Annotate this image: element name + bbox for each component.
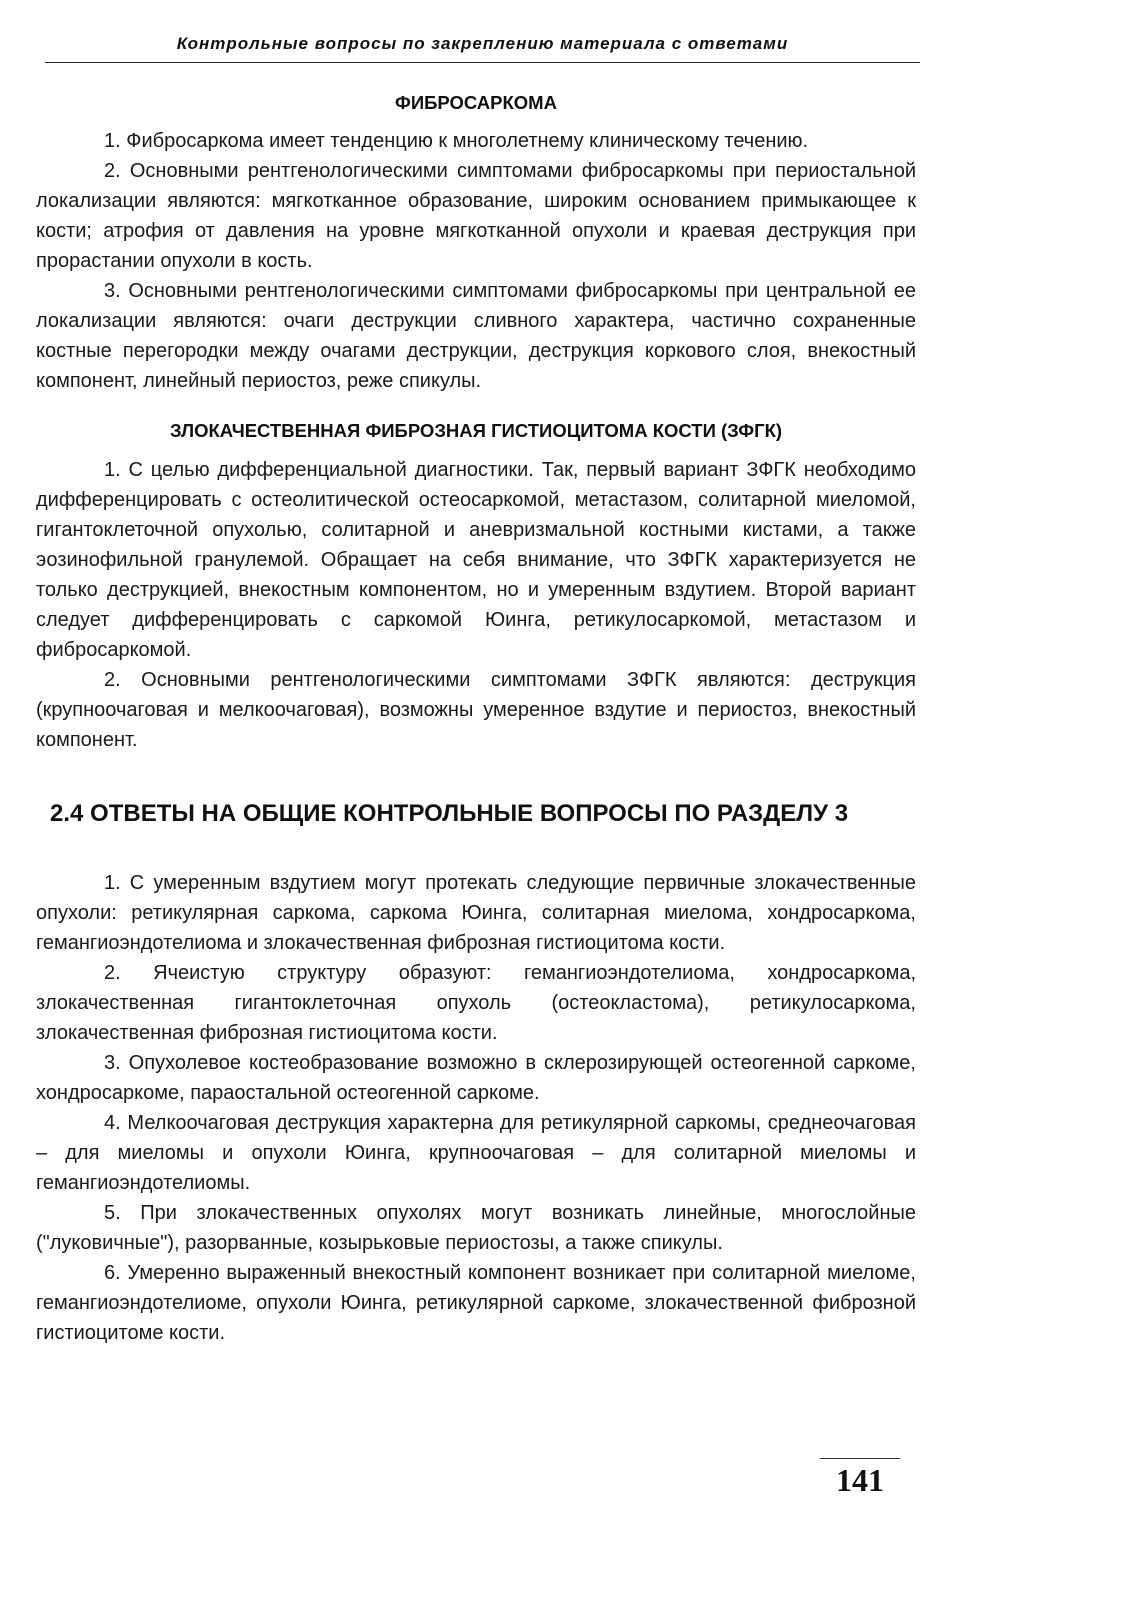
footer-rule [820,1458,900,1459]
answer-paragraph: 4. Мелкоочаговая деструкция характерна для ретикулярной саркомы, среднеочаговая – для миеломы и опухоли Юинга, крупноочаговая – для солитарной миеломы и гемангиоэндотелиомы. [36,1112,916,1194]
fibrosarcoma-section [36,92,916,114]
mfh-heading: ЗЛОКАЧЕСТВЕННАЯ ФИБРОЗНАЯ ГИСТИОЦИТОМА КОСТИ (ЗФГК) [169,420,783,441]
answer-paragraph: 1. Фибросаркома имеет тенденцию к многолетнему клиническому течению. [104,130,809,152]
mfh-section [36,420,916,442]
answer-paragraph: 1. С умеренным вздутием могут протекать следующие первичные злокачественные опухоли: ретикулярная саркома, саркома Юинга, солитарная миелома, хондросаркома, гемангиоэндотелиома и злокачественная фиброзная гистиоцитома кости. [36,872,916,954]
header-rule [45,62,920,63]
section-title: 2.4 ОТВЕТЫ НА ОБЩИЕ КОНТРОЛЬНЫЕ ВОПРОСЫ ПО РАЗДЕЛУ 3 [50,800,849,827]
fibrosarcoma-heading: ФИБРОСАРКОМА [395,92,557,113]
answer-paragraph: 2. Основными рентгенологическими симптомами фибросаркомы при периостальной локализации являются: мягкотканное образование, широким основанием примыкающее к кости; атрофия от давления на уровне мягкотканной опухоли и краевая деструкция при прорастании опухоли в кость. [36,160,916,272]
answer-paragraph: 6. Умеренно выраженный внекостный компонент возникает при солитарной миеломе, гемангиоэндотелиоме, опухоли Юинга, ретикулярной саркоме, злокачественной фиброзной гистиоцитоме кости. [36,1262,916,1344]
answer-paragraph: 2. Основными рентгенологическими симптомами ЗФГК являются: деструкция (крупноочаговая и мелкоочаговая), возможны умеренное вздутие и периостоз, внекостный компонент. [36,669,916,751]
answer-paragraph: 5. При злокачественных опухолях могут возникать линейные, многослойные ("луковичные"), разорванные, козырьковые периостозы, а также спикулы. [36,1202,916,1254]
answer-paragraph: 2. Ячеистую структуру образуют: гемангиоэндотелиома, хондросаркома, злокачественная гигантоклеточная опухоль (остеокластома), ретикулосаркома, злокачественная фиброзная гистиоцитома кости. [36,962,916,1044]
answer-paragraph: 1. С целью дифференциальной диагностики. Так, первый вариант ЗФГК необходимо дифференцировать с остеолитической остеосаркомой, метастазом, солитарной миеломой, гигантоклеточной опухолью, солитарной и аневризмальной костными кистами, а также эозинофильной гранулемой. Обращает на себя внимание, что ЗФГК характеризуется не только деструкцией, внекостным компонентом, но и умеренным вздутием. Второй вариант следует дифференцировать с саркомой Юинга, ретикулосаркомой, метастазом и фибросаркомой. [36,459,916,661]
mfh-answers [36,455,916,755]
answer-paragraph: 3. Основными рентгенологическими симптомами фибросаркомы при центральной ее локализации являются: очаги деструкции сливного характера, частично сохраненные костные перегородки между очагами деструкции, деструкция коркового слоя, внекостный компонент, линейный периостоз, реже спикулы. [36,280,916,392]
answer-paragraph: 3. Опухолевое костеобразование возможно в склерозирующей остеогенной саркоме, хондросаркоме, параостальной остеогенной саркоме. [36,1052,916,1104]
general-answers [36,868,916,1348]
running-head: Контрольные вопросы по закреплению материала с ответами [176,34,789,53]
fibrosarcoma-answers [36,126,916,396]
page-number: 141 [836,1462,884,1498]
